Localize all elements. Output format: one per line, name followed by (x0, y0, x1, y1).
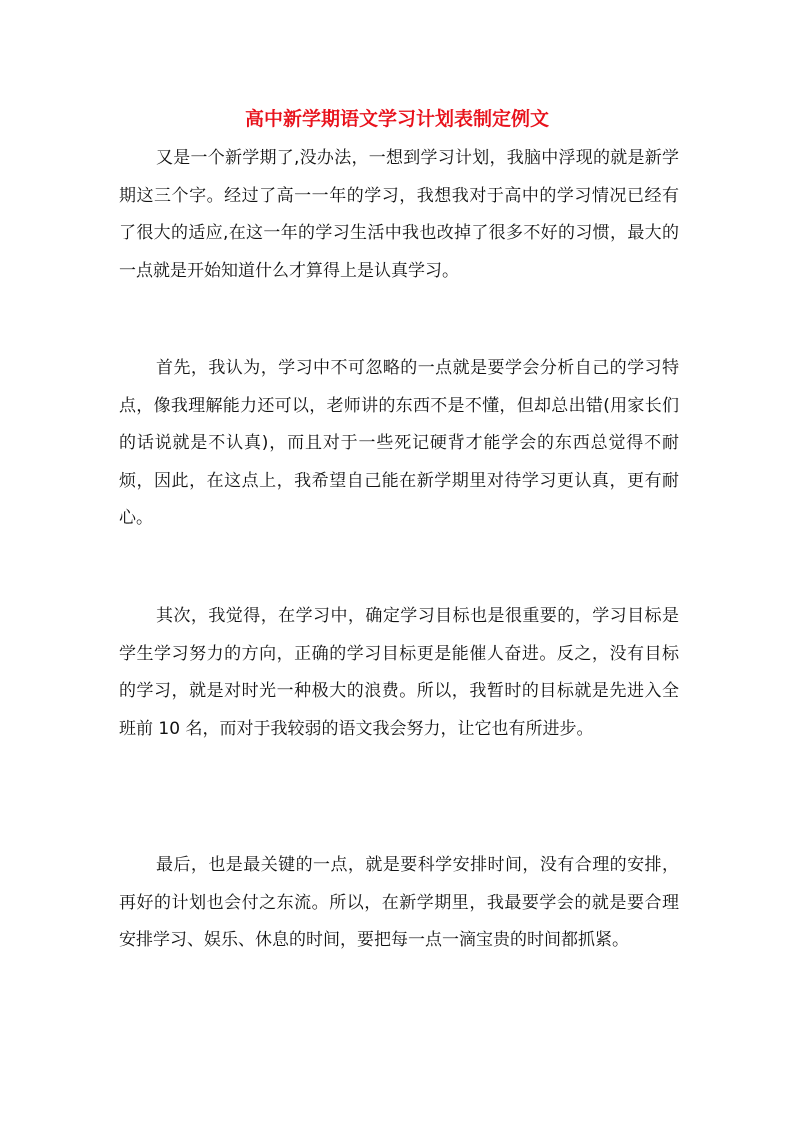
paragraph-3: 其次，我觉得，在学习中，确定学习目标也是很重要的，学习目标是学生学习努力的方向，正确的学习目标更是能催人奋进。反之，没有目标的学习，就是对时光一种极大的浪费。所以，我暂时的目标就是先进入全班前 10 名，而对于我较弱的语文我会努力，让它也有所进步。 (119, 606, 679, 739)
paragraph-4: 最后，也是最关键的一点，就是要科学安排时间，没有合理的安排，再好的计划也会付之东流。所以，在新学期里，我最要学会的就是要合理安排学习、娱乐、休息的时间，要把每一点一滴宝贵的时间都抓紧。 (119, 855, 679, 950)
paragraph-2: 首先，我认为，学习中不可忽略的一点就是要学会分析自己的学习特点，像我理解能力还可以，老师讲的东西不是不懂，但却总出错(用家长们的话说就是不认真)，而且对于一些死记硬背才能学会的东西总觉得不耐烦，因此，在这点上，我希望自己能在新学期里对待学习更认真，更有耐心。 (119, 358, 679, 528)
paragraph-1: 又是一个新学期了,没办法，一想到学习计划，我脑中浮现的就是新学期这三个字。经过了高一一年的学习，我想我对于高中的学习情况已经有了很大的适应,在这一年的学习生活中我也改掉了很多不好的习惯，最大的一点就是开始知道什么才算得上是认真学习。 (119, 148, 679, 281)
document-title: 高中新学期语文学习计划表制定例文 (244, 108, 549, 130)
